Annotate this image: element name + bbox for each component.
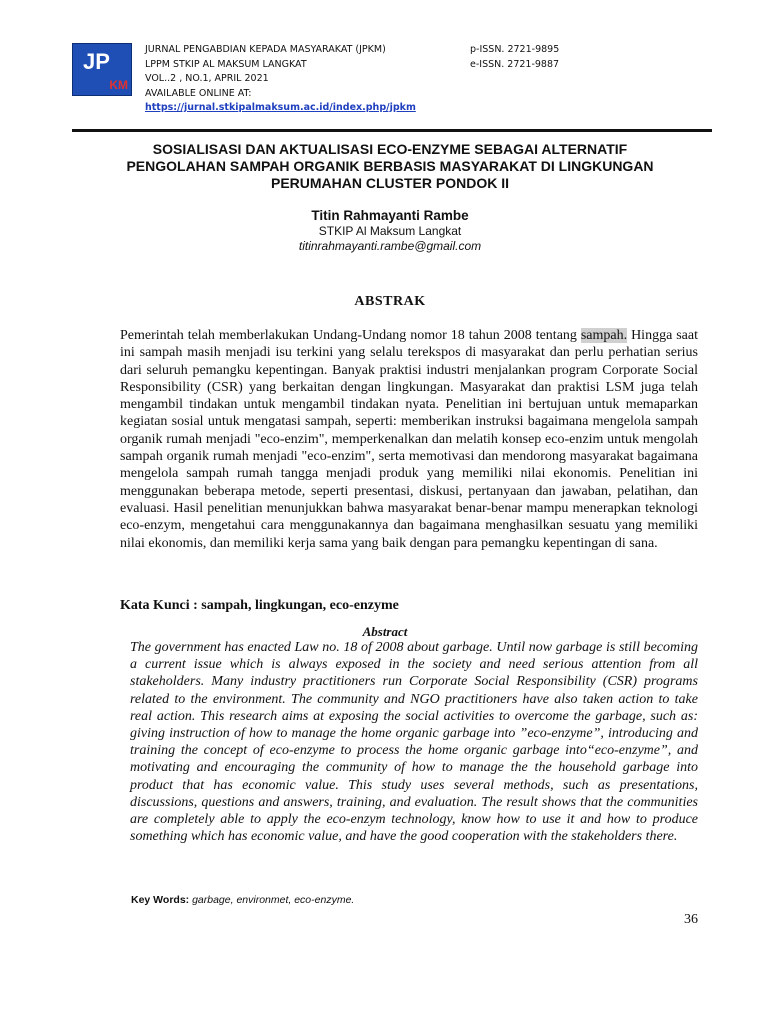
logo-km-text: KM — [109, 78, 128, 92]
highlighted-word: sampah. — [580, 328, 628, 343]
issn-block — [470, 43, 559, 72]
available-online-label: AVAILABLE ONLINE AT: — [145, 87, 252, 99]
author-name: Titin Rahmayanti Rambe — [311, 208, 469, 223]
journal-logo — [72, 43, 132, 96]
logo-jp-text: JP — [83, 49, 110, 74]
title-line: SOSIALISASI DAN AKTUALISASI ECO-ENZYME SEBAGAI ALTERNATIF — [152, 141, 628, 157]
abstrak-lead: Pemerintah telah memberlakukan Undang-Undang nomor 18 tahun 2008 tentang — [120, 328, 581, 343]
abstract-body: The government has enacted Law no. 18 of 2008 about garbage. Until now garbage is still becoming a current issue which is always exposed in the society and need serious attention from all stakeholders. Many industry practitioners run Corporate Social Responsibility (CSR) programs related to the environment. The community and NGO practitioners have also taken action to take real action. This research aims at exposing the social activities to overcome the garbage, such as: giving instruction of how to manage the home organic garbage into ”eco-enzyme”, introducing and training the concept of eco-enzyme to process the home organic garbage into“eco-enzyme”, and motivating and encouraging the community of how to manage the the household garbage into product that has economic value. This study uses several methods, such as presentations, discussions, questions and answers, training, and evaluation. The result shows that the communities are completely able to apply the eco-enzym technology, know how to use it and how to produce something which has economic value, and have the good cooperation with the stakeholders there. — [130, 640, 698, 845]
header-divider — [72, 129, 712, 132]
key-words — [131, 894, 691, 906]
author-email: titinrahmayanti.rambe@gmail.com — [298, 239, 482, 253]
abstrak-heading: ABSTRAK — [354, 294, 426, 309]
abstract-heading: Abstract — [362, 624, 408, 639]
title-line: PERUMAHAN CLUSTER PONDOK II — [270, 175, 509, 191]
e-issn: e-ISSN. 2721-9887 — [470, 58, 560, 70]
abstrak-body — [120, 327, 698, 552]
author-affiliation — [90, 224, 690, 254]
paper-title — [90, 141, 690, 192]
p-issn: p-ISSN. 2721-9895 — [470, 44, 560, 55]
key-words-label: Key Words: — [131, 894, 190, 906]
page-number: 36 — [684, 912, 698, 927]
abstrak-rest: Hingga saat ini sampah masih menjadi isu terkini yang selalu terekspos di masyarakat dan perlu perhatian serius dari seluruh pemangku kepentingan. Banyak praktisi industri menjalankan program Corporate Social Responsibility (CSR) yang berkaitan dengan lingkungan. Masyarakat dan praktisi LSM juga telah mengambil tindakan untuk mengambil tindakan nyata. Penelitian ini bertujuan untuk memaparkan kegiatan sosial untuk mengatasi sampah, seperti: memberikan instruksi bagaimana mengelola sampah organik rumah menjadi "eco-enzim", memperkenalkan dan melatih konsep eco-enzim untuk mengolah sampah organik rumah menjadi "eco-enzim", serta memotivasi dan mendorong masyarakat bagaimana mengelola sampah rumah tangga menjadi produk yang memiliki nilai ekonomis. Penelitian ini menggunakan beberapa metode, seperti presentasi, diskusi, pertanyaan dan jawaban, pelatihan, dan evaluasi. Hasil penelitian menunjukkan bahwa masyarakat benar-benar mampu menerapkan teknologi eco-enzym, mengetahui cara menggunakannya dan bagaimana menghasilkan sesuatu yang memiliki nilai ekonomis, dan memiliki kerja sama yang baik dengan para pemangku kepentingan di sana. — [120, 328, 698, 551]
author-institution: STKIP Al Maksum Langkat — [318, 224, 462, 238]
journal-volume: VOL..2 , NO.1, APRIL 2021 — [145, 73, 269, 84]
journal-name: JURNAL PENGABDIAN KEPADA MASYARAKAT (JPKM) — [145, 44, 386, 55]
title-line: PENGOLAHAN SAMPAH ORGANIK BERBASIS MASYARAKAT DI LINGKUNGAN — [126, 158, 654, 174]
journal-publisher: LPPM STKIP AL MAKSUM LANGKAT — [145, 58, 307, 70]
key-words-value: garbage, environmet, eco-enzyme. — [189, 894, 355, 906]
journal-url-link[interactable]: https://jurnal.stkipalmaksum.ac.id/index.php/jpkm — [145, 102, 416, 113]
kata-kunci: Kata Kunci : sampah, lingkungan, eco-enzyme — [120, 598, 399, 613]
